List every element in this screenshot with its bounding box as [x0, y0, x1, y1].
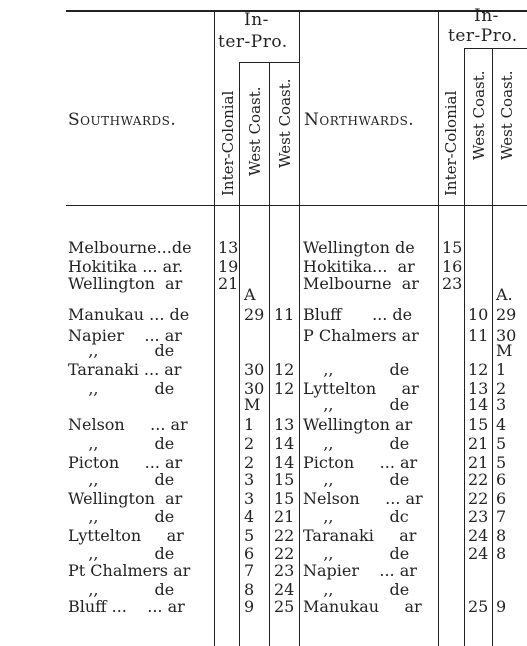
north-westcoast2-cell: 5	[496, 434, 507, 453]
north-port-cell: ,, de	[303, 395, 410, 414]
southwards-heading: Southwards.	[68, 110, 177, 130]
north-port-cell: Wellington de	[303, 238, 415, 257]
header-bottom-rule	[66, 205, 527, 206]
south-westcoast1-cell: 30	[244, 379, 265, 398]
south-westcoast1-cell: 3	[244, 489, 255, 508]
south-westcoast2-cell: 15	[274, 489, 295, 508]
south-port-cell: ,, de	[68, 341, 175, 360]
south-westcoast2-cell: 21	[274, 507, 295, 526]
left-vrule-4	[299, 10, 300, 646]
south-westcoast2-cell: 13	[274, 415, 295, 434]
north-port-cell: Lyttelton ar	[303, 379, 419, 398]
south-port-cell: ,, de	[68, 434, 175, 453]
north-westcoast2-cell: 5	[496, 453, 507, 472]
south-port-cell: ,, de	[68, 580, 175, 599]
northwards-heading: Northwards.	[304, 110, 415, 130]
north-port-cell: ,, de	[303, 360, 410, 379]
south-port-cell: Taranaki ... ar	[68, 360, 182, 379]
south-westcoast1-cell: 2	[244, 453, 255, 472]
right-col-westcoast-1: West Coast.	[470, 70, 488, 160]
north-westcoast1-cell: 13	[468, 379, 489, 398]
north-westcoast2-cell: 8	[496, 544, 507, 563]
north-port-cell: Melbourne ar	[303, 274, 419, 293]
south-port-cell: Pt Chalmers ar	[68, 561, 191, 580]
right-col-intercolonial: Inter-Colonial	[442, 90, 460, 196]
south-westcoast1-cell: 8	[244, 580, 255, 599]
right-interpro-underline	[464, 48, 527, 49]
north-port-cell: ,, dc	[303, 507, 409, 526]
south-port-cell: ,, de	[68, 544, 175, 563]
north-port-cell: Picton ... ar	[303, 453, 418, 472]
north-westcoast2-cell: A.	[496, 285, 513, 304]
south-westcoast2-cell: 23	[274, 561, 295, 580]
right-col-westcoast-2: West Coast.	[498, 70, 516, 160]
south-westcoast2-cell: 14	[274, 453, 295, 472]
left-interpro-line2: ter-Pro.	[218, 32, 288, 52]
right-vrule-3	[492, 48, 493, 646]
south-port-cell: Lyttelton ar	[68, 526, 184, 545]
north-intercolonial-cell: 23	[442, 274, 463, 293]
left-vrule-3	[269, 62, 270, 646]
north-westcoast2-cell: 8	[496, 526, 507, 545]
south-westcoast2-cell: 15	[274, 470, 295, 489]
north-westcoast1-cell: 21	[468, 434, 489, 453]
left-col-westcoast-2: West Coast.	[276, 78, 294, 168]
south-westcoast2-cell: 14	[274, 434, 295, 453]
right-interpro-line2: ter-Pro.	[448, 26, 518, 46]
north-port-cell: Taranaki ar	[303, 526, 417, 545]
north-westcoast1-cell: 11	[468, 326, 489, 345]
south-westcoast1-cell: 2	[244, 434, 255, 453]
left-col-intercolonial: Inter-Colonial	[219, 90, 237, 196]
left-interpro-underline	[239, 62, 299, 63]
south-westcoast1-cell: 1	[244, 415, 255, 434]
north-westcoast1-cell: 12	[468, 360, 489, 379]
north-westcoast2-cell: M	[496, 341, 513, 360]
south-port-cell: Picton ... ar	[68, 453, 183, 472]
south-westcoast1-cell: 7	[244, 561, 255, 580]
north-port-cell: Bluff ... de	[303, 305, 413, 324]
north-westcoast2-cell: 6	[496, 470, 507, 489]
north-port-cell: Hokitika... ar	[303, 257, 415, 276]
south-port-cell: ,, de	[68, 507, 175, 526]
south-westcoast1-cell: 6	[244, 544, 255, 563]
south-westcoast1-cell: 5	[244, 526, 255, 545]
south-port-cell: Wellington ar	[68, 274, 183, 293]
south-westcoast1-cell: 29	[244, 305, 265, 324]
north-westcoast1-cell: 24	[468, 526, 489, 545]
left-col-westcoast-1: West Coast.	[246, 86, 264, 176]
south-port-cell: ,, de	[68, 379, 175, 398]
north-port-cell: Napier ... ar	[303, 561, 417, 580]
north-westcoast2-cell: 7	[496, 507, 507, 526]
north-westcoast2-cell: 4	[496, 415, 507, 434]
south-westcoast2-cell: 25	[274, 597, 295, 616]
north-intercolonial-cell: 16	[442, 257, 463, 276]
north-port-cell: Nelson ... ar	[303, 489, 423, 508]
south-port-cell: Hokitika ... ar.	[68, 257, 184, 276]
south-westcoast1-cell: 4	[244, 507, 255, 526]
left-interpro-line1: In-	[244, 10, 269, 30]
south-port-cell: Manukau ... de	[68, 305, 190, 324]
south-intercolonial-cell: 19	[218, 257, 239, 276]
north-westcoast2-cell: 2	[496, 379, 507, 398]
north-intercolonial-cell: 15	[442, 238, 463, 257]
north-port-cell: ,, de	[303, 580, 410, 599]
north-westcoast1-cell: 10	[468, 305, 489, 324]
south-westcoast2-cell: 24	[274, 580, 295, 599]
south-port-cell: Wellington ar	[68, 489, 183, 508]
north-westcoast1-cell: 22	[468, 489, 489, 508]
south-westcoast1-cell: A	[244, 285, 256, 304]
south-westcoast2-cell: 22	[274, 526, 295, 545]
north-westcoast1-cell: 22	[468, 470, 489, 489]
south-intercolonial-cell: 13	[218, 238, 239, 257]
north-westcoast1-cell: 25	[468, 597, 489, 616]
south-westcoast2-cell: 12	[274, 360, 295, 379]
south-port-cell: ,, de	[68, 470, 175, 489]
left-vrule-2	[239, 62, 240, 646]
top-rule	[66, 10, 527, 12]
north-port-cell: ,, de	[303, 544, 410, 563]
south-intercolonial-cell: 21	[218, 274, 239, 293]
south-westcoast1-cell: 9	[244, 597, 255, 616]
north-port-cell: Wellington ar	[303, 415, 413, 434]
north-port-cell: ,, de	[303, 434, 410, 453]
north-westcoast1-cell: 23	[468, 507, 489, 526]
south-westcoast1-cell: 30	[244, 360, 265, 379]
north-westcoast1-cell: 24	[468, 544, 489, 563]
south-port-cell: Melbourne...de	[68, 238, 192, 257]
left-vrule-1	[214, 10, 215, 646]
north-port-cell: Manukau ar	[303, 597, 422, 616]
south-westcoast2-cell: 22	[274, 544, 295, 563]
right-vrule-2	[464, 48, 465, 646]
south-port-cell: Bluff ... ... ar	[68, 597, 185, 616]
south-port-cell: Napier ... ar	[68, 326, 182, 345]
north-westcoast1-cell: 15	[468, 415, 489, 434]
south-westcoast1-cell: 3	[244, 470, 255, 489]
north-port-cell: ,, de	[303, 470, 410, 489]
north-westcoast2-cell: 3	[496, 395, 507, 414]
north-westcoast2-cell: 29	[496, 305, 517, 324]
south-port-cell: Nelson ... ar	[68, 415, 188, 434]
north-westcoast2-cell: 30	[496, 326, 517, 345]
north-westcoast2-cell: 9	[496, 597, 507, 616]
north-port-cell: P Chalmers ar	[303, 326, 419, 345]
south-westcoast2-cell: 11	[274, 305, 295, 324]
north-westcoast2-cell: 1	[496, 360, 507, 379]
south-westcoast2-cell: 12	[274, 379, 295, 398]
north-westcoast2-cell: 6	[496, 489, 507, 508]
right-vrule-1	[438, 10, 439, 646]
north-westcoast1-cell: 14	[468, 395, 489, 414]
right-interpro-line1: In-	[474, 6, 499, 26]
north-westcoast1-cell: 21	[468, 453, 489, 472]
south-westcoast1-cell: M	[244, 395, 261, 414]
